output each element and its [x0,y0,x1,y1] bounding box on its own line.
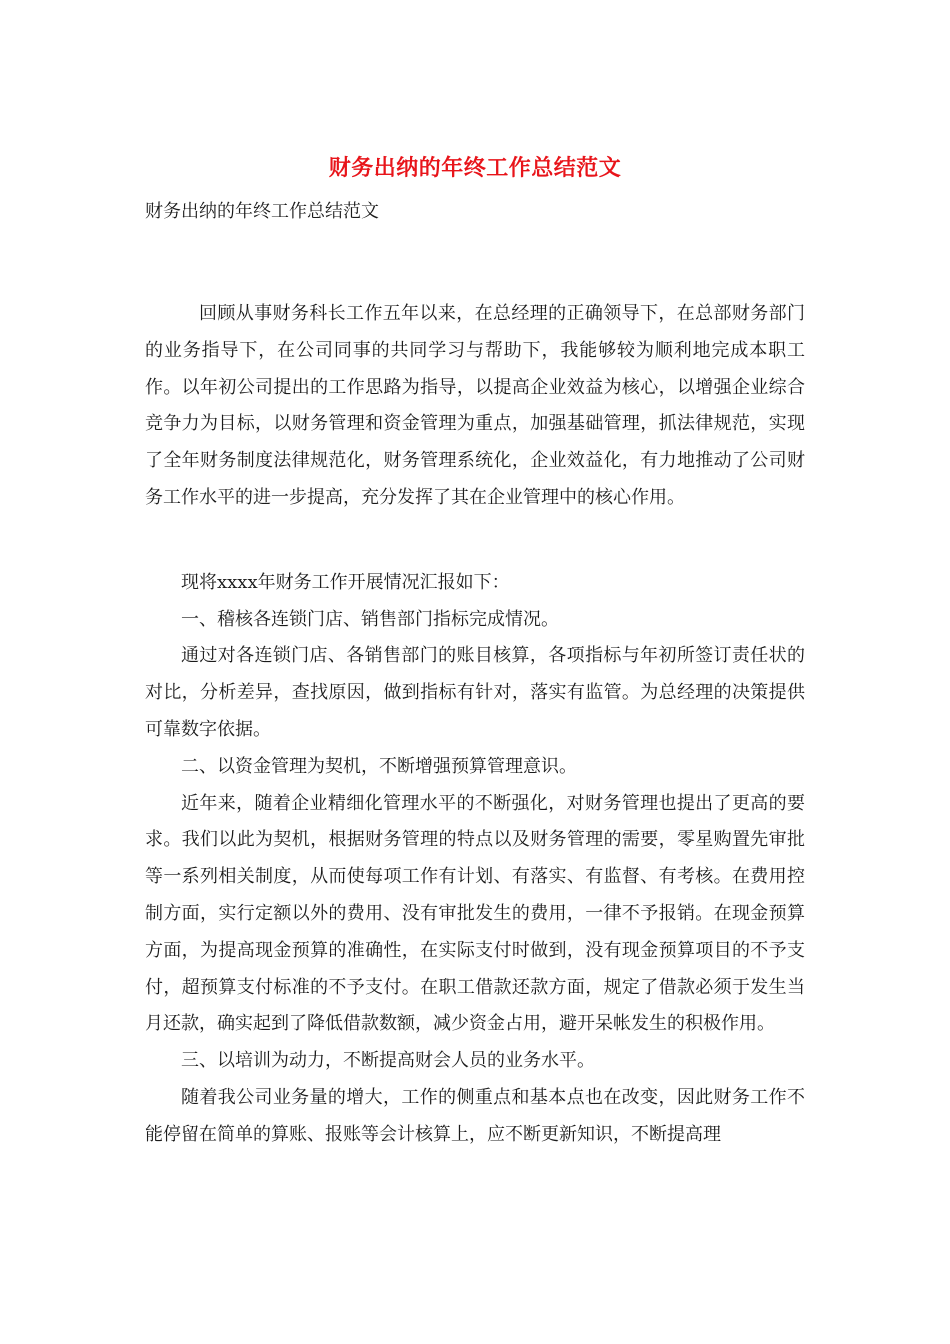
section-heading-2: 二、以资金管理为契机，不断增强预算管理意识。 [181,755,577,777]
section-heading-3: 三、以培训为动力，不断提高财会人员的业务水平。 [181,1050,595,1072]
paragraph-section-1: 通过对各连锁门店、各销售部门的账目核算，各项指标与年初所签订责任状的对比，分析差异，查找原因，做到指标有针对，落实有监管。为总经理的决策提供可靠数字依据。 [145,645,805,740]
paragraph-section-3: 随着我公司业务量的增大，工作的侧重点和基本点也在改变，因此财务工作不能停留在简单的算账、报账等会计核算上，应不断更新知识，不断提高理 [145,1086,805,1145]
document-body [145,296,805,1154]
paragraph-report-intro: 现将xxxx年财务工作开展情况汇报如下： [181,571,510,593]
document-title: 财务出纳的年终工作总结范文 [328,155,622,181]
section-heading-1: 一、稽核各连锁门店、销售部门指标完成情况。 [181,608,559,630]
document-subtitle: 财务出纳的年终工作总结范文 [145,201,379,222]
paragraph-section-2: 近年来，随着企业精细化管理水平的不断强化，对财务管理也提出了更高的要求。我们以此为契机，根据财务管理的特点以及财务管理的需要，零星购置先审批等一系列相关制度，从而使每项工作有计划、有落实、有监督、有考核。在费用控制方面，实行定额以外的费用、没有审批发生的费用，一律不予报销。在现金预算方面，为提高现金预算的准确性，在实际支付时做到，没有现金预算项目的不予支付，超预算支付标准的不予支付。在职工借款还款方面，规定了借款必须于发生当月还款，确实起到了降低借款数额，减少资金占用，避开呆帐发生的积极作用。 [145,792,805,1035]
paragraph-gap [145,517,805,565]
paragraph-intro: 回顾从事财务科长工作五年以来，在总经理的正确领导下，在总部财务部门的业务指导下，在公司同事的共同学习与帮助下，我能够较为顺利地完成本职工作。以年初公司提出的工作思路为指导，以提高企业效益为核心，以增强企业综合竞争力为目标，以财务管理和资金管理为重点，加强基础管理，抓法律规范，实现了全年财务制度法律规范化，财务管理系统化，企业效益化，有力地推动了公司财务工作水平的进一步提高，充分发挥了其在企业管理中的核心作用。 [145,303,805,508]
